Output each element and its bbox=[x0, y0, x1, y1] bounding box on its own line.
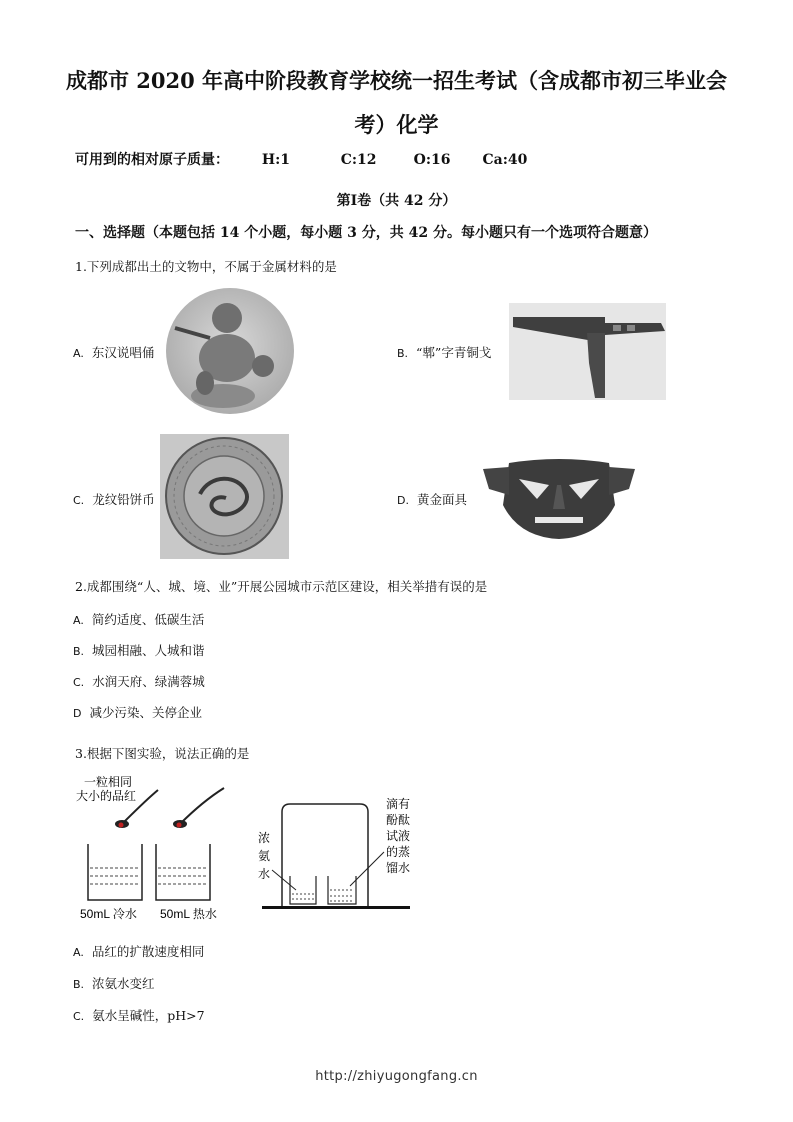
q1-option-b bbox=[397, 343, 491, 361]
spoon-handle bbox=[180, 788, 224, 824]
beaker-hot-label: 50mL 热水 bbox=[160, 907, 217, 921]
phenol-label-2: 酚酞 bbox=[386, 813, 411, 827]
option-letter: B. bbox=[73, 645, 85, 658]
atomic-mass-line bbox=[75, 149, 527, 169]
atomic-mass-h: H:1 bbox=[261, 152, 291, 168]
q1-option-c bbox=[73, 490, 155, 508]
option-text: 减少污染、关停企业 bbox=[89, 705, 202, 720]
spoon-label-line1: 一粒相同 bbox=[84, 775, 133, 789]
option-text: 浓氨水变红 bbox=[92, 976, 155, 991]
dragon-coin-image bbox=[160, 434, 289, 559]
ammonia-beaker bbox=[290, 876, 316, 904]
q2-option-a bbox=[73, 610, 204, 628]
figurine-image bbox=[165, 288, 295, 415]
option-text: 东汉说唱俑 bbox=[91, 345, 155, 360]
atomic-mass-o: O:16 bbox=[413, 152, 451, 168]
gold-mask-image bbox=[479, 455, 639, 540]
option-letter: A. bbox=[73, 946, 84, 959]
q1-option-a bbox=[73, 343, 154, 361]
atomic-mass-c: C:12 bbox=[340, 152, 377, 168]
bronze-dagger-image bbox=[509, 303, 666, 400]
option-letter: D bbox=[73, 707, 82, 720]
experiment-figure bbox=[74, 772, 419, 922]
q3-option-a bbox=[73, 942, 204, 960]
exam-title-line2: 考）化学 bbox=[354, 112, 439, 137]
footer-url[interactable]: http://zhiyugongfang.cn bbox=[315, 1069, 478, 1084]
base-plate bbox=[262, 906, 410, 909]
dye-grain bbox=[119, 823, 124, 828]
exam-title-line1: 成都市 2020 年高中阶段教育学校统一招生考试（含成都市初三毕业会 bbox=[65, 68, 728, 93]
option-letter: A. bbox=[73, 347, 84, 360]
q3-option-c bbox=[73, 1006, 205, 1024]
bell-jar bbox=[282, 804, 368, 906]
phenol-label-4: 的蒸 bbox=[386, 845, 411, 859]
q2-option-c bbox=[73, 672, 205, 690]
atomic-mass-ca: Ca:40 bbox=[482, 152, 528, 168]
question-2-stem: 2.成都围绕“人、城、境、业”开展公园城市示范区建设，相关举措有误的是 bbox=[75, 579, 488, 594]
option-letter: B. bbox=[73, 978, 85, 991]
beaker-cold bbox=[88, 844, 142, 900]
option-letter: C. bbox=[73, 1010, 85, 1023]
q1-option-d bbox=[397, 490, 467, 508]
option-letter: A. bbox=[73, 614, 84, 627]
question-3-stem: 3.根据下图实验，说法正确的是 bbox=[75, 746, 250, 761]
section-heading: 第Ⅰ卷（共 42 分） bbox=[336, 193, 457, 209]
ammonia-label-2: 氨 bbox=[258, 849, 271, 863]
beaker-hot bbox=[156, 844, 210, 900]
option-text: 简约适度、低碳生活 bbox=[91, 612, 205, 627]
spoon-label-line2: 大小的品红 bbox=[76, 789, 137, 803]
option-text: 黄金面具 bbox=[416, 492, 467, 507]
phenol-label-5: 馏水 bbox=[386, 861, 411, 875]
option-letter: B. bbox=[397, 347, 409, 360]
phenol-label-3: 试液 bbox=[386, 829, 411, 843]
option-text: 水润天府、绿满蓉城 bbox=[92, 674, 205, 689]
phenol-pointer bbox=[350, 852, 384, 886]
option-text: “郫”字青铜戈 bbox=[416, 345, 492, 360]
dye-grain bbox=[177, 823, 182, 828]
option-letter: C. bbox=[73, 494, 85, 507]
beaker-cold-label: 50mL 冷水 bbox=[80, 907, 137, 921]
option-letter: C. bbox=[73, 676, 85, 689]
option-text: 城园相融、人城和谐 bbox=[92, 643, 205, 658]
question-1-stem: 1.下列成都出土的文物中，不属于金属材料的是 bbox=[75, 259, 337, 274]
section-instructions: 一、选择题（本题包括 14 个小题，每小题 3 分，共 42 分。每小题只有一个选项符合题意） bbox=[75, 225, 657, 241]
ammonia-label-1: 浓 bbox=[258, 831, 271, 845]
atomic-mass-label: 可用到的相对原子质量： bbox=[75, 152, 229, 168]
option-text: 氨水呈碱性，pH>7 bbox=[92, 1008, 205, 1023]
option-text: 品红的扩散速度相同 bbox=[91, 944, 205, 959]
q2-option-b bbox=[73, 641, 205, 659]
phenol-label-1: 滴有 bbox=[386, 797, 411, 811]
ammonia-pointer bbox=[272, 870, 296, 890]
q2-option-d bbox=[73, 703, 202, 721]
option-text: 龙纹铅饼币 bbox=[92, 492, 155, 507]
option-letter: D. bbox=[397, 494, 409, 507]
ammonia-label-3: 水 bbox=[258, 867, 271, 881]
q3-option-b bbox=[73, 974, 155, 992]
